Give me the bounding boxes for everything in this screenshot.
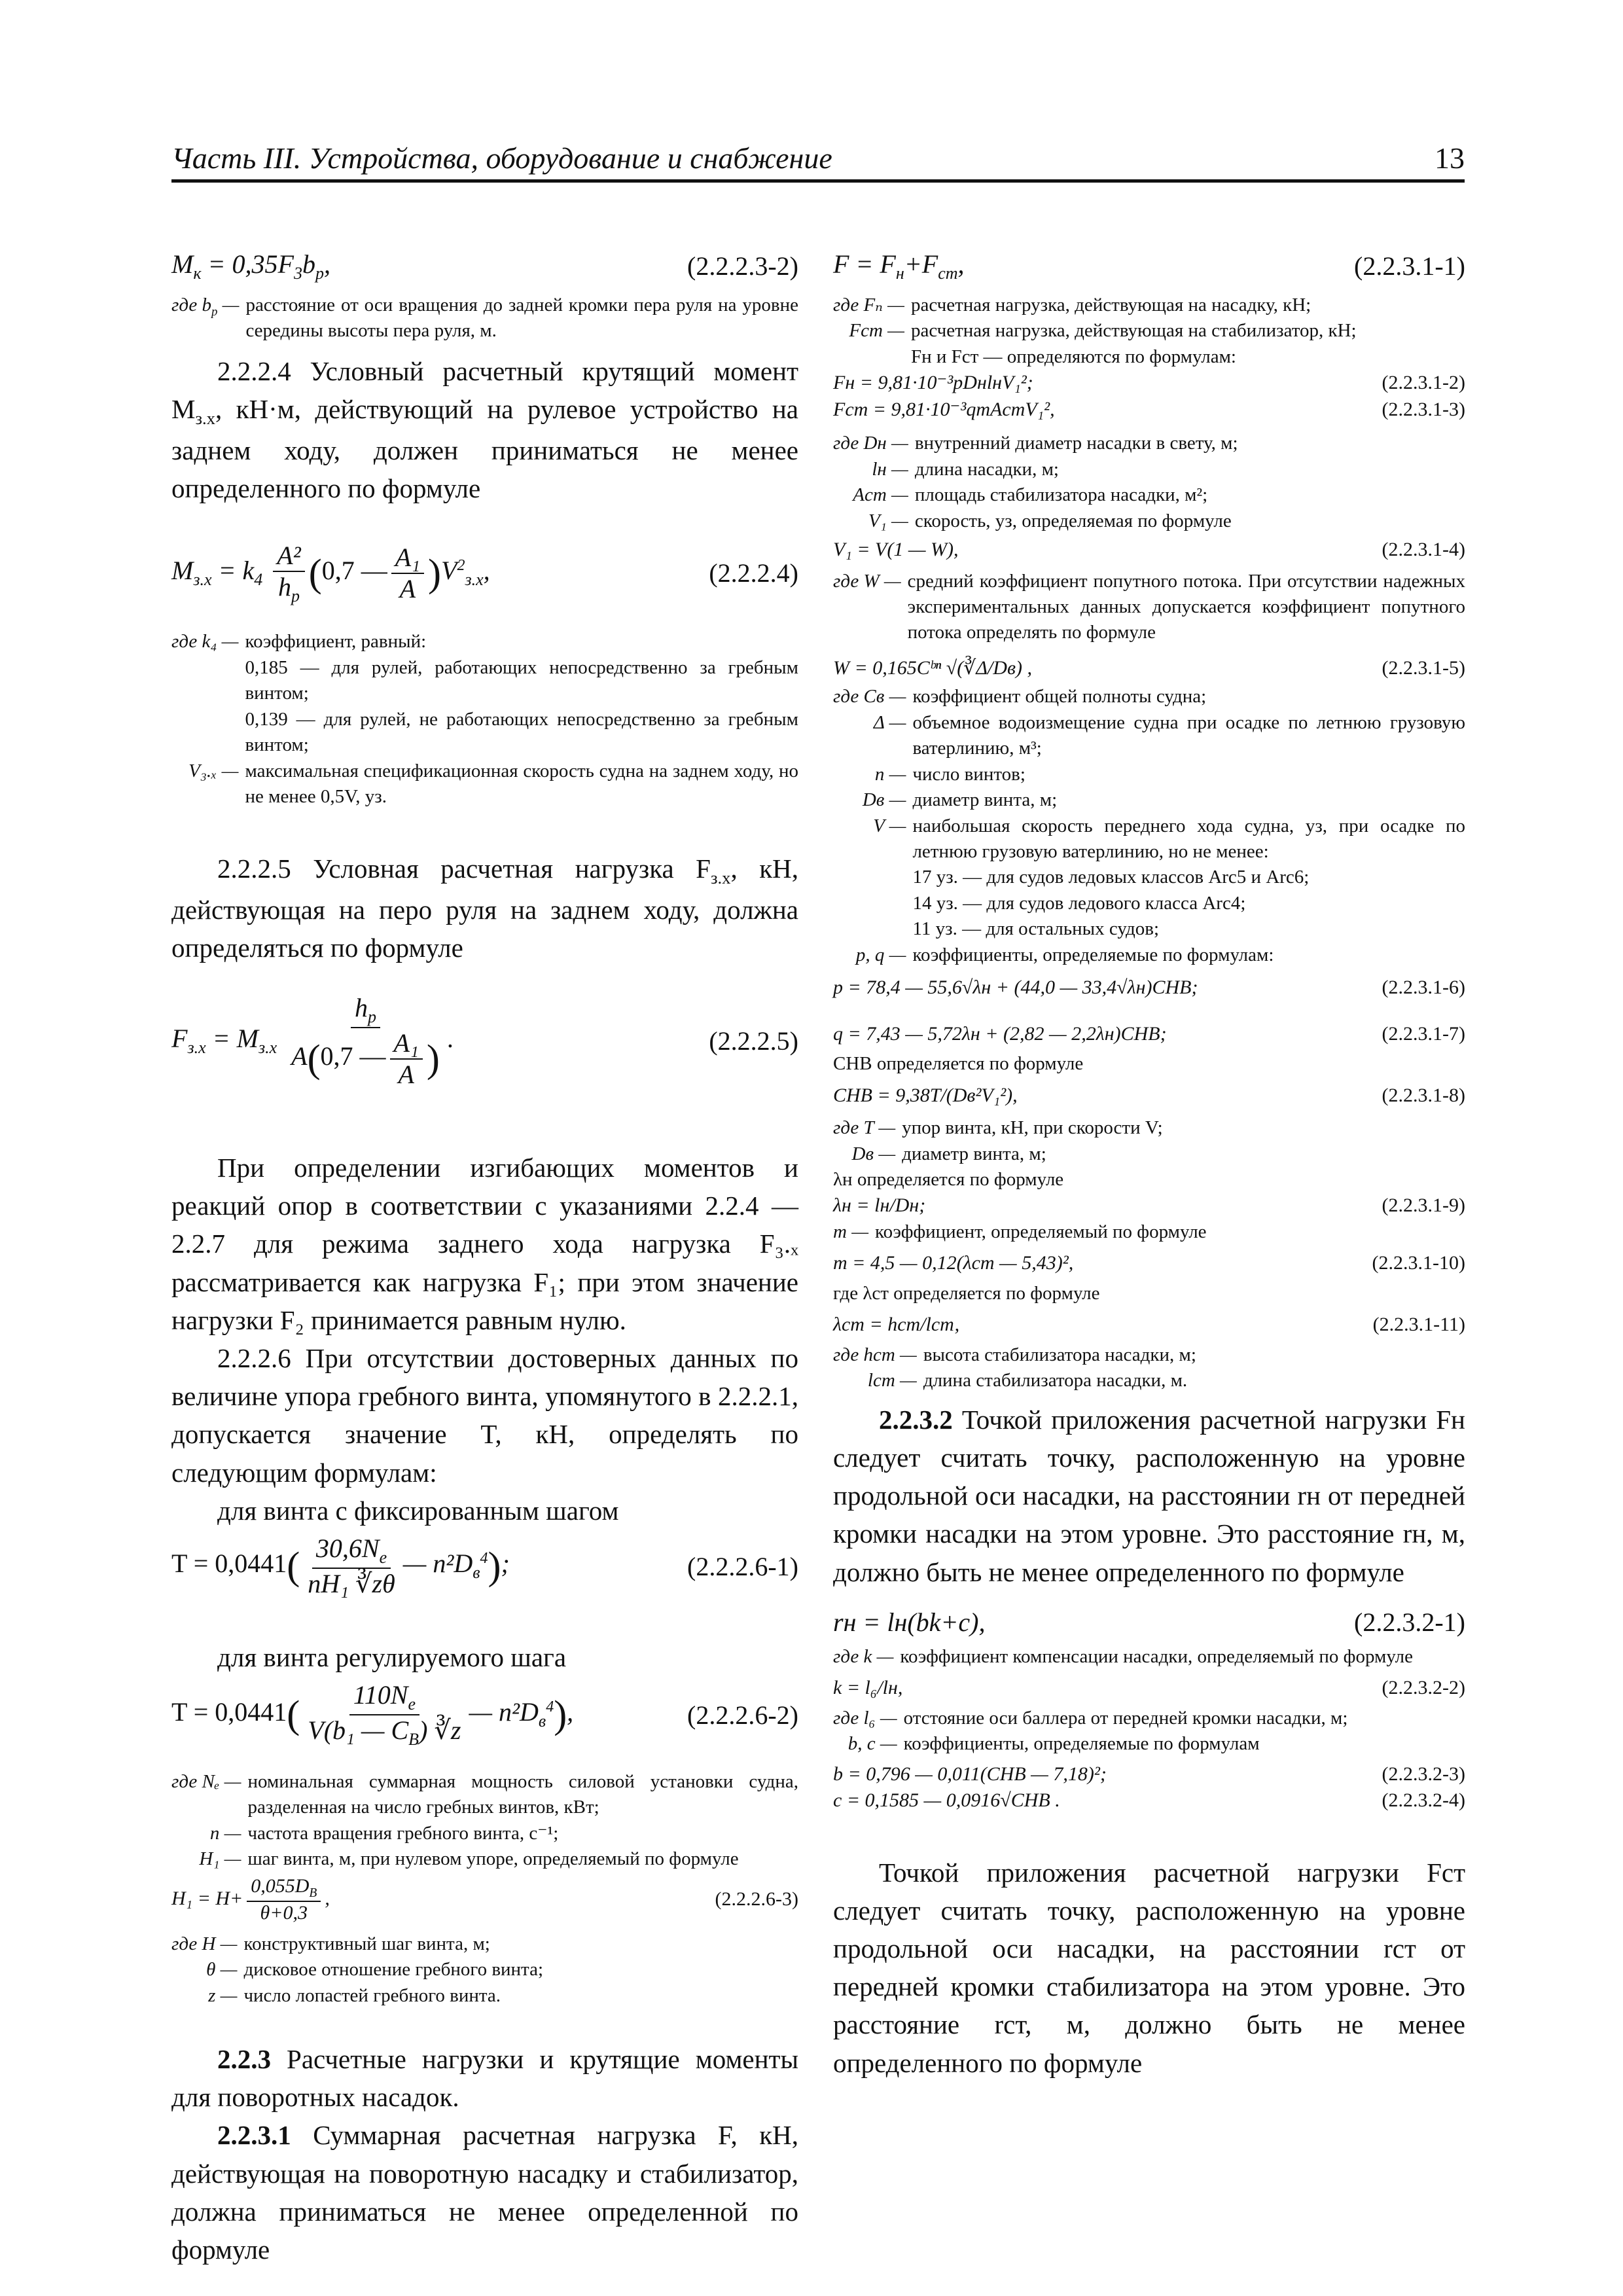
definition-text: конструктивный шаг винта, м; — [243, 1933, 490, 1954]
definition-symbol: n — — [874, 763, 906, 785]
formula-2-2-3-1-11: λст = hст/lст, (2.2.3.1-11) — [833, 1314, 1465, 1336]
definition-text: коэффициент общей полноты судна; — [912, 686, 1207, 708]
definition-symbol — [833, 865, 906, 890]
definition-symbol: где T — — [833, 1117, 896, 1139]
where-f — [833, 293, 1465, 370]
definition-symbol: где Nₑ — — [171, 1770, 241, 1792]
definition-text: наибольшая скорость переднего хода судна, уз, при осадке по летнюю грузовую ватерлинию, но не менее: — [912, 815, 1465, 862]
definition-text: 11 уз. — для остальных судов; — [912, 918, 1159, 940]
equation-number: (2.2.2.6-2) — [687, 1700, 798, 1730]
definition-text: шаг винта, м, при нулевом упоре, определяемый по формуле — [247, 1848, 739, 1870]
definition-text: площадь стабилизатора насадки, м²; — [914, 484, 1208, 506]
where-k: где k — коэффициент компенсации насадки, определяемый по формуле — [833, 1645, 1413, 1667]
where-l6 — [833, 1706, 1465, 1757]
definition-text: максимальная спецификационная скорость судна на заднем ходу, но не менее 0,5V, уз. — [245, 760, 798, 808]
page-header — [171, 139, 1465, 183]
definition-text: 0,139 — для рулей, не работающих непосредственно за гребным винтом; — [245, 708, 798, 756]
definition-symbol: θ — — [206, 1959, 238, 1981]
formula-2-2-2-6-1: T = 0,0441( $\frac{30,6N_e}{\text{nH₁ ∛zθ}}$ — $n^2D_в^4$); (2.2.2.6-1) — [171, 1534, 798, 1598]
definition-text: объемное водоизмещение судна при осадке по летнюю грузовую ватерлинию, м³; — [912, 711, 1465, 759]
definition-symbol — [833, 891, 906, 916]
where-k4 — [171, 629, 798, 810]
fixed-pitch-label: для винта с фиксированным шагом — [217, 1495, 619, 1526]
left-column — [171, 249, 798, 2269]
formula-2-2-3-1-8: CHB = 9,38T/(Dв²V₁²), (2.2.3.1-8) — [833, 1084, 1465, 1106]
where-d — [833, 431, 1465, 534]
formula-2-2-3-1-3: Fст = 9,81·10⁻³qmAстV₁², (2.2.3.1-3) — [833, 398, 1465, 420]
definition-text: высота стабилизатора насадки, м; — [923, 1344, 1196, 1365]
formula-2-2-2-5: $F_{з.х} = M_{з.х}$ $h_р$ A(0,7 — $\frac{\text{A₁}}{A}$ ) . (2.2.2.5) — [171, 992, 798, 1089]
definition-text: диаметр винта, м; — [902, 1143, 1046, 1164]
definition-text: коэффициенты, определяемые по формулам: — [912, 944, 1274, 965]
definition-symbol: p, q — — [855, 944, 906, 965]
where-m: m — коэффициент, определяемый по формуле — [833, 1221, 1207, 1242]
definition-symbol: lст — — [867, 1370, 917, 1391]
definition-symbol: где Cв — — [833, 686, 906, 708]
where-t — [833, 1115, 1465, 1167]
definition-text: 14 уз. — для судов ледового класса Arc4; — [912, 892, 1246, 914]
formula-2-2-3-1-2: Fн = 9,81·10⁻³pDнlнV₁²; (2.2.3.1-2) — [833, 372, 1465, 394]
where-hst — [833, 1342, 1465, 1394]
definition-symbol: где hст — — [833, 1344, 917, 1365]
definition-symbol: Dв — — [851, 1143, 896, 1164]
formula-2-2-3-2-2: k = l₆/lн, (2.2.3.2-2) — [833, 1677, 1465, 1699]
chb-definition: CHB определяется по формуле — [833, 1053, 1084, 1075]
formula-2-2-3-2-1: rн = lн(bk+c), (2.2.3.2-1) — [833, 1607, 1465, 1637]
formula-2-2-3-1-9: λн = lн/Dн; (2.2.3.1-9) — [833, 1194, 1465, 1217]
where-ne — [171, 1769, 798, 1873]
formula-2-2-3-1-7: q = 7,43 — 5,72λн + (2,82 — 2,2λн)CHB; (2.2.3.1-7) — [833, 1022, 1465, 1045]
definition-symbol: b, c — — [847, 1733, 897, 1755]
formula-2-2-3-1-5: W = 0,165Cᵇⁿ √(∛Δ/Dв) , (2.2.3.1-5) — [833, 656, 1465, 679]
equation-number: (2.2.2.6-1) — [687, 1551, 798, 1581]
definition-symbol: z — — [208, 1984, 238, 2006]
definition-symbol: V₁ — — [868, 510, 908, 531]
formula-2-2-2-4: $M_{з.х} = k_4$ $\frac{\text{A²}}{h_р}$ (0,7 — $\frac{\text{A₁}}{A}$ )$V^2_{з.х}$, (2.2.2.4) — [171, 540, 798, 605]
definition-text: частота вращения гребного винта, с⁻¹; — [247, 1822, 559, 1844]
definition-symbol: H₁ — — [199, 1848, 241, 1870]
definition-symbol: Dв — — [862, 789, 906, 811]
definition-symbol: где Dн — — [833, 433, 908, 454]
definition-symbol: Δ — — [873, 711, 906, 733]
definition-symbol: где H — — [171, 1933, 238, 1954]
where-cb — [833, 684, 1465, 968]
paragraph-2-2-2-4: 2.2.2.4 Условный расчетный крутящий момент $M_{з.х}$, кН·м, действующий на рулевое устройство на заднем ходу, должен приниматься не менее определенного по формуле — [171, 355, 798, 504]
equation-number: (2.2.2.5) — [709, 1026, 798, 1056]
definition-symbol — [833, 916, 906, 942]
paragraph-stabilizer-point: Точкой приложения расчетной нагрузки Fст следует считать точку, расположенную на уровне продольной оси насадки, на расстоянии rст от передней кромки стабилизатора на этом уровне. Это расстояние rст, м, должно быть не менее определенного по формуле — [833, 1857, 1465, 2078]
lambda-st-definition: где λст определяется по формуле — [833, 1282, 1100, 1304]
formula-2-2-3-1-10: m = 4,5 — 0,12(λст — 5,43)², (2.2.3.1-10) — [833, 1252, 1465, 1274]
definition-text: диаметр винта, м; — [912, 789, 1058, 811]
definition-text: Fн и Fст — определяются по формулам: — [910, 346, 1236, 367]
definition-symbol: где l₆ — — [833, 1707, 897, 1729]
equation-number: (2.2.2.4) — [709, 558, 798, 588]
equation-number: (2.2.3.1-1) — [1354, 251, 1465, 281]
formula-2-2-2-6-2: T = 0,0441( $\frac{110N_e}{V(b_1 — C_B) ∛z}$ — $n^2D_в^4$), (2.2.2.6-2) — [171, 1680, 798, 1749]
paragraph-2-2-3: 2.2.3 Расчетные нагрузки и крутящие моменты для поворотных насадок. — [171, 2043, 798, 2113]
definition-text: коэффициент, равный: — [245, 631, 427, 653]
definition-symbol — [171, 707, 238, 759]
page-number: 13 — [1435, 141, 1465, 175]
lambda-definition: λн определяется по формуле — [833, 1169, 1064, 1190]
definition-text: внутренний диаметр насадки в свету, м; — [914, 433, 1238, 454]
formula-2-2-2-6-3: H₁ = H+ $\frac{0,055D_В}{\theta+0,3}$ , (2.2.2.6-3) — [171, 1874, 798, 1924]
where-h — [171, 1931, 798, 2009]
definition-symbol: где k₄ — — [171, 631, 239, 653]
variable-pitch-label: для винта регулируемого шага — [217, 1641, 567, 1672]
where-bp: где $b_р$ — расстояние от оси вращения до задней кромки пера руля на уровне середины высоты пера руля, м. — [171, 295, 798, 342]
definition-symbol — [171, 655, 238, 707]
definition-symbol: V₃.ₓ — — [188, 760, 239, 781]
definition-text: номинальная суммарная мощность силовой установки судна, разделенная на число гребных винтов, кВт; — [247, 1770, 798, 1818]
definition-symbol: n — — [209, 1822, 241, 1844]
formula-2-2-3-1-4: V₁ = V(1 — W), (2.2.3.1-4) — [833, 539, 1465, 561]
definition-text: длина стабилизатора насадки, м. — [923, 1370, 1188, 1391]
paragraph-2-2-2-5: 2.2.2.5 Условная расчетная нагрузка $F_{з.х}$, кН, действующая на перо руля на заднем ходу, должна определяться по формуле — [171, 853, 799, 963]
definition-text: отстояние оси баллера от передней кромки насадки, м; — [903, 1707, 1348, 1729]
definition-symbol: V — — [873, 815, 906, 836]
formula-2-2-3-1-6: p = 78,4 — 55,6√λн + (44,0 — 33,4√λн)CHB; (2.2.3.1-6) — [833, 977, 1465, 999]
definition-text: расчетная нагрузка, действующая на стабилизатор, кН; — [910, 320, 1357, 342]
right-column — [833, 249, 1465, 2082]
formula-2-2-3-2-3: b = 0,796 — 0,011(CHB — 7,18)²; (2.2.3.2-3) — [833, 1763, 1465, 1785]
definition-symbol: lн — — [872, 458, 908, 480]
definition-text: 0,185 — для рулей, работающих непосредственно за гребным винтом; — [245, 656, 798, 704]
definition-text: коэффициенты, определяемые по формулам — [903, 1733, 1260, 1755]
definition-text: дисковое отношение гребного винта; — [243, 1959, 544, 1981]
definition-text: упор винта, кН, при скорости V; — [902, 1117, 1163, 1139]
definition-text: расчетная нагрузка, действующая на насадку, кН; — [910, 295, 1311, 315]
equation-number: (2.2.2.3-2) — [687, 251, 798, 281]
paragraph-2-2-3-2: 2.2.3.2 Точкой приложения расчетной нагрузки Fн следует считать точку, расположенную на уровне продольной оси насадки, на расстоянии rн от передней кромки насадки на этом уровне. Это расстояние rн, м, должно быть не менее определенного по формуле — [833, 1404, 1465, 1587]
formula-2-2-3-2-4: c = 0,1585 — 0,0916√CHB . (2.2.3.2-4) — [833, 1789, 1465, 1812]
definition-symbol — [833, 344, 904, 370]
definition-text: длина насадки, м; — [914, 458, 1059, 480]
definition-symbol: Aст — — [853, 484, 908, 506]
definition-text: 17 уз. — для судов ледовых классов Arc5 и Arc6; — [912, 867, 1310, 888]
formula-2-2-3-1-1: $F = F_н+F_{ст}$, (2.2.3.1-1) — [833, 249, 1465, 283]
paragraph-2-2-2-6: 2.2.2.6 При отсутствии достоверных данных по величине упора гребного винта, упомянутого в 2.2.2.1, допускается значение T, кН, определять по следующим формулам: — [171, 1342, 798, 1488]
definition-text: число винтов; — [912, 763, 1026, 785]
paragraph-2-2-3-1: 2.2.3.1 Суммарная расчетная нагрузка F, кН, действующая на поворотную насадку и стабилизатор, должна приниматься не менее определенной по формуле — [171, 2120, 798, 2265]
running-title: Часть III. Устройства, оборудование и снабжение — [171, 141, 832, 175]
paragraph-bending-moments: При определении изгибающих моментов и реакций опор в соответствии с указаниями 2.2.4 — 2.2.7 для режима заднего хода нагрузка F₃.ₓ рассматривается как нагрузка F₁; при этом значение нагрузки F₂ принимается равным нулю. — [171, 1152, 798, 1335]
definition-text: скорость, уз, определяемая по формуле — [914, 510, 1232, 531]
definition-symbol: Fст — — [849, 320, 904, 342]
definition-symbol: где Fₙ — — [833, 295, 904, 315]
equation-number: (2.2.2.6-3) — [715, 1888, 798, 1910]
definition-text: число лопастей гребного винта. — [243, 1984, 501, 2006]
where-w: где W — средний коэффициент попутного потока. При отсутствии надежных экспериментальных данных допускается коэффициент попутного потока определять по формуле — [833, 570, 1465, 643]
formula-2-2-2-3-2: $M_к = 0,35F_3b_р$, (2.2.2.3-2) — [171, 249, 798, 283]
